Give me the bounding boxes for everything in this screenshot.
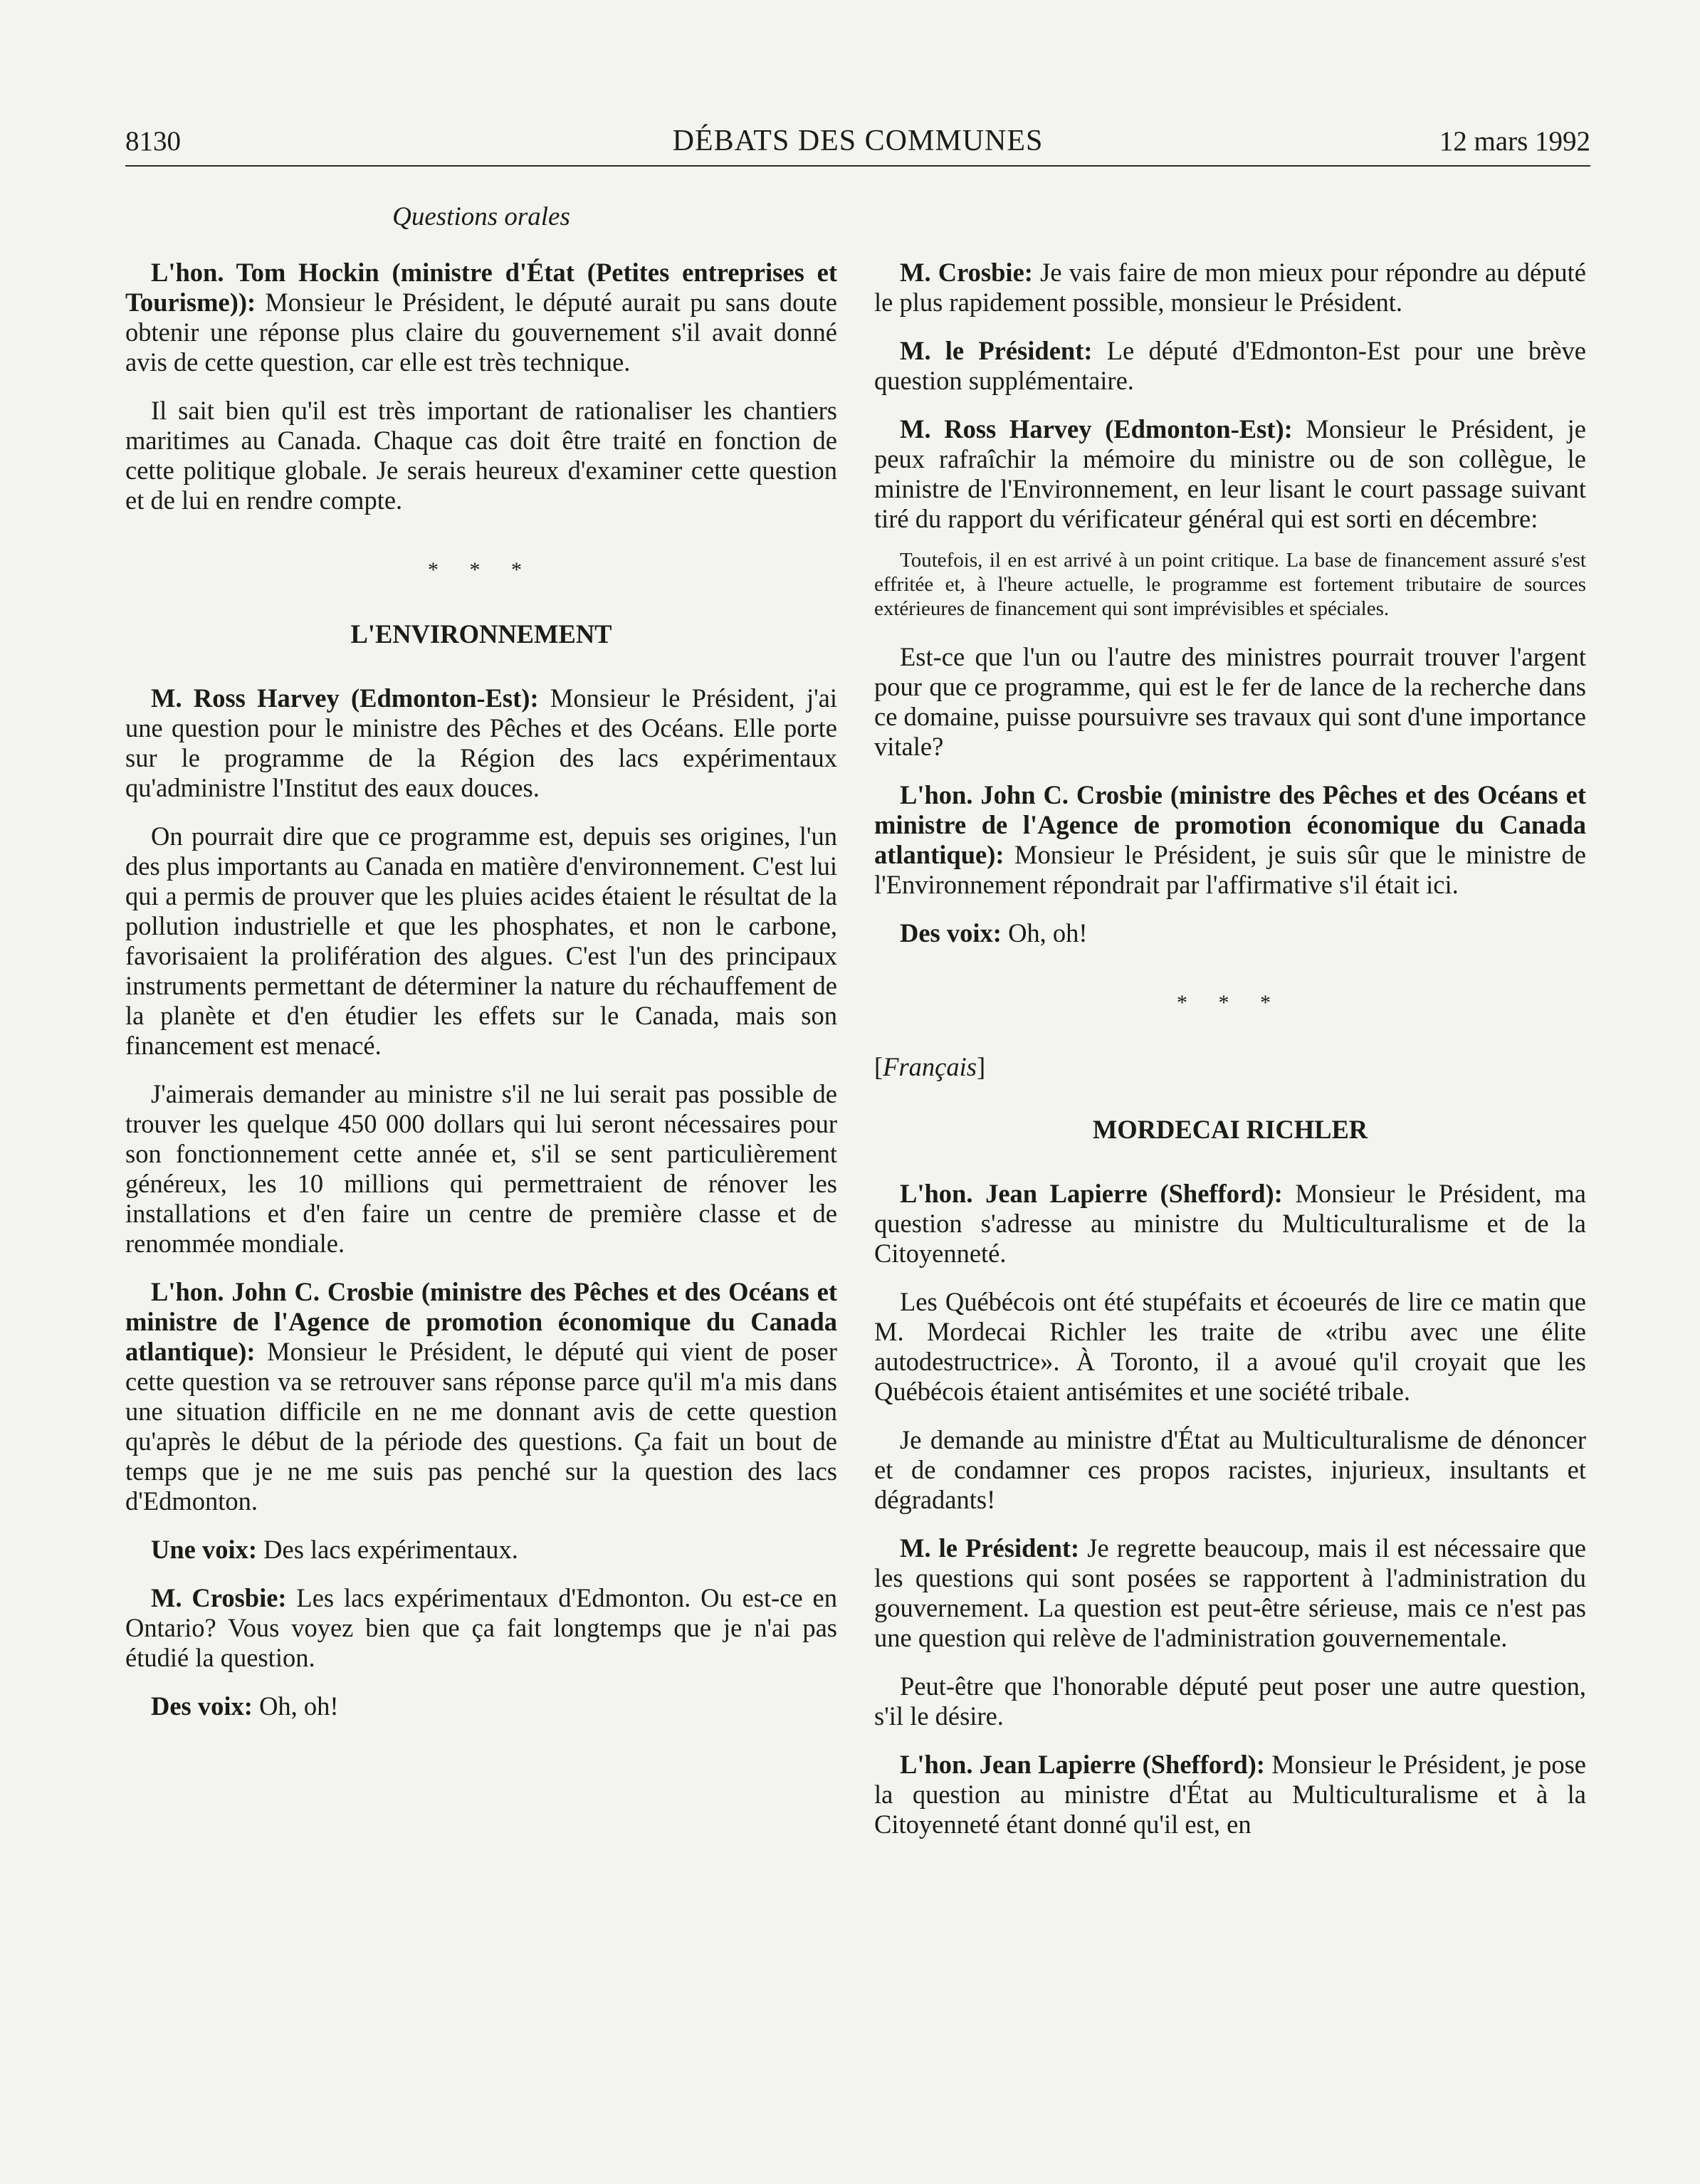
speaker-name: M. Crosbie: [151, 1583, 287, 1612]
speech-text: Monsieur le Président, ma question s'adresse au ministre du Multiculturalisme et de la Citoyenneté. [874, 1179, 1586, 1268]
speaker-name: Des voix: [151, 1691, 253, 1721]
section-separator: * * * [1177, 991, 1284, 1014]
speaker-name: L'hon. John C. Crosbie (ministre des Pêches et des Océans et ministre de l'Agence de promotion économique du Canada atlantique): [125, 1277, 837, 1366]
language-name: Français [883, 1052, 977, 1081]
paragraph: J'aimerais demander au ministre s'il ne lui serait pas possible de trouver les quelque 450 000 dollars qui lui seront nécessaires pour son fonctionnement cette année et, s'il se sent particulièrement généreux, les 10 millions qui permettraient de rénover les installations et d'en faire un centre de première classe et de renommée mondiale. [125, 1079, 837, 1258]
paragraph: Les Québécois ont été stupéfaits et écoeurés de lire ce matin que M. Mordecai Richler les traite de «tribu avec une élite autodestructrice». À Toronto, il a avoué qu'il croyait que les Québécois étaient antisémites et une société tribale. [874, 1287, 1586, 1406]
speech-text: Monsieur le Président, je suis sûr que le ministre de l'Environnement répondrait par l'affirmative s'il était ici. [874, 840, 1586, 899]
speaker-name: M. le Président: [900, 1533, 1080, 1563]
speech-text: Monsieur le Président, j'ai une question pour le ministre des Pêches et des Océans. Elle porte sur le programme de la Région des lacs expérimentaux qu'administre l'Institut des eaux douces. [125, 683, 837, 802]
speaker-name: Des voix: [900, 918, 1002, 947]
speaker-name: L'hon. John C. Crosbie (ministre des Pêches et des Océans et ministre de l'Agence de promotion économique du Canada atlantique): [874, 780, 1586, 869]
speaker-name: L'hon. Jean Lapierre (Shefford): [900, 1179, 1283, 1208]
paragraph [125, 1691, 837, 1721]
paragraph: Je demande au ministre d'État au Multiculturalisme de dénoncer et de condamner ces propos racistes, injurieux, insultants et dégradants! [874, 1425, 1586, 1514]
speech-text: Les lacs expérimentaux d'Edmonton. Ou est-ce en Ontario? Vous voyez bien que ça fait longtemps que je n'ai pas étudié la question. [125, 1583, 837, 1672]
page-number: 8130 [125, 126, 181, 157]
language-marker [874, 1052, 1586, 1082]
paragraph: Peut-être que l'honorable député peut poser une autre question, s'il le désire. [874, 1671, 1586, 1731]
speaker-name: M. le Président: [900, 336, 1093, 365]
speaker-name: M. Ross Harvey (Edmonton-Est): [900, 414, 1293, 443]
speech-text: Monsieur le Président, le député qui vient de poser cette question va se retrouver sans réponse parce qu'il m'a mis dans une situation difficile en ne me donnant avis de cette question qu'après le début de la période des questions. Ça fait un bout de temps que je ne me suis pas penché sur la question des lacs d'Edmonton. [125, 1337, 837, 1516]
paragraph: Est-ce que l'un ou l'autre des ministres pourrait trouver l'argent pour que ce programme, qui est le fer de lance de la recherche dans ce domaine, puisse poursuivre ses travaux qui sont d'une importance vitale? [874, 642, 1586, 761]
speech-text: Oh, oh! [252, 1691, 339, 1721]
speech-text: Des lacs expérimentaux. [257, 1535, 518, 1564]
page-header [125, 122, 1590, 167]
block-quote: Toutefois, il en est arrivé à un point critique. La base de financement assuré s'est effritée et, à l'heure actuelle, le programme est fortement tributaire de sources extérieures de financement qui sont imprévisibles et spéciales. [874, 549, 1586, 620]
paragraph: On pourrait dire que ce programme est, depuis ses origines, l'un des plus importants au Canada en matière d'environnement. C'est lui qui a permis de prouver que les pluies acides étaient le résultat de la pollution industrielle et que les phosphates, et non le carbone, favorisaient la prolifération des algues. C'est l'un des principaux instruments permettant de déterminer la nature du réchauffement de la planète et d'en étudier les effets sur le Canada, mais son financement est menacé. [125, 821, 837, 1060]
paragraph [125, 1277, 837, 1516]
left-column [125, 258, 837, 1740]
paragraph [874, 1533, 1586, 1653]
speech-text: Monsieur le Président, je peux rafraîchir la mémoire du ministre ou de son collègue, le ministre de l'Environnement, en leur lisant le court passage suivant tiré du rapport du vérificateur général qui est sorti en décembre: [874, 414, 1586, 533]
paragraph [874, 258, 1586, 317]
speaker-name: L'hon. Jean Lapierre (Shefford): [900, 1750, 1265, 1779]
speech-text: Monsieur le Président, le député aurait pu sans doute obtenir une réponse plus claire du gouvernement s'il avait donné avis de cette question, car elle est très technique. [125, 288, 837, 377]
speaker-name: Une voix: [151, 1535, 258, 1564]
paragraph [125, 683, 837, 803]
language-bracket-open: [ [874, 1052, 883, 1081]
paragraph: Il sait bien qu'il est très important de rationaliser les chantiers maritimes au Canada. Chaque cas doit être traité en fonction de cette politique globale. Je serais heureux d'examiner cette question et de lui en rendre compte. [125, 396, 837, 515]
paragraph [874, 1750, 1586, 1839]
paragraph [874, 336, 1586, 396]
speaker-name: L'hon. Tom Hockin (ministre d'État (Petites entreprises et Tourisme)): [125, 258, 837, 317]
speech-text: Je regrette beaucoup, mais il est nécessaire que les questions qui sont posées se rapportent à l'administration du gouvernement. La question est peut-être sérieuse, mais ce n'est pas une question qui relève de l'administration gouvernementale. [874, 1533, 1586, 1652]
speech-text: Le député d'Edmonton-Est pour une brève question supplémentaire. [874, 336, 1586, 395]
paragraph [125, 258, 837, 377]
section-separator: * * * [428, 558, 535, 582]
section-heading: L'ENVIRONNEMENT [350, 619, 612, 649]
paragraph [125, 1535, 837, 1565]
paragraph [874, 414, 1586, 534]
section-subheading: Questions orales [392, 202, 570, 231]
speech-text: Monsieur le Président, je pose la question au ministre d'État au Multiculturalisme et à la Citoyenneté étant donné qu'il est, en [874, 1750, 1586, 1839]
publication-title: DÉBATS DES COMMUNES [672, 125, 1044, 157]
paragraph [125, 1583, 837, 1673]
language-bracket-close: ] [976, 1052, 986, 1081]
section-heading: MORDECAI RICHLER [1092, 1115, 1368, 1144]
speech-text: Je vais faire de mon mieux pour répondre au député le plus rapidement possible, monsieur le Président. [874, 258, 1586, 317]
right-column [874, 258, 1586, 1858]
paragraph [874, 1179, 1586, 1269]
speaker-name: M. Ross Harvey (Edmonton-Est): [151, 683, 539, 713]
paragraph [874, 780, 1586, 900]
speaker-name: M. Crosbie: [900, 258, 1033, 287]
speech-text: Oh, oh! [1001, 918, 1088, 947]
paragraph [874, 918, 1586, 948]
page-date: 12 mars 1992 [1439, 126, 1590, 157]
